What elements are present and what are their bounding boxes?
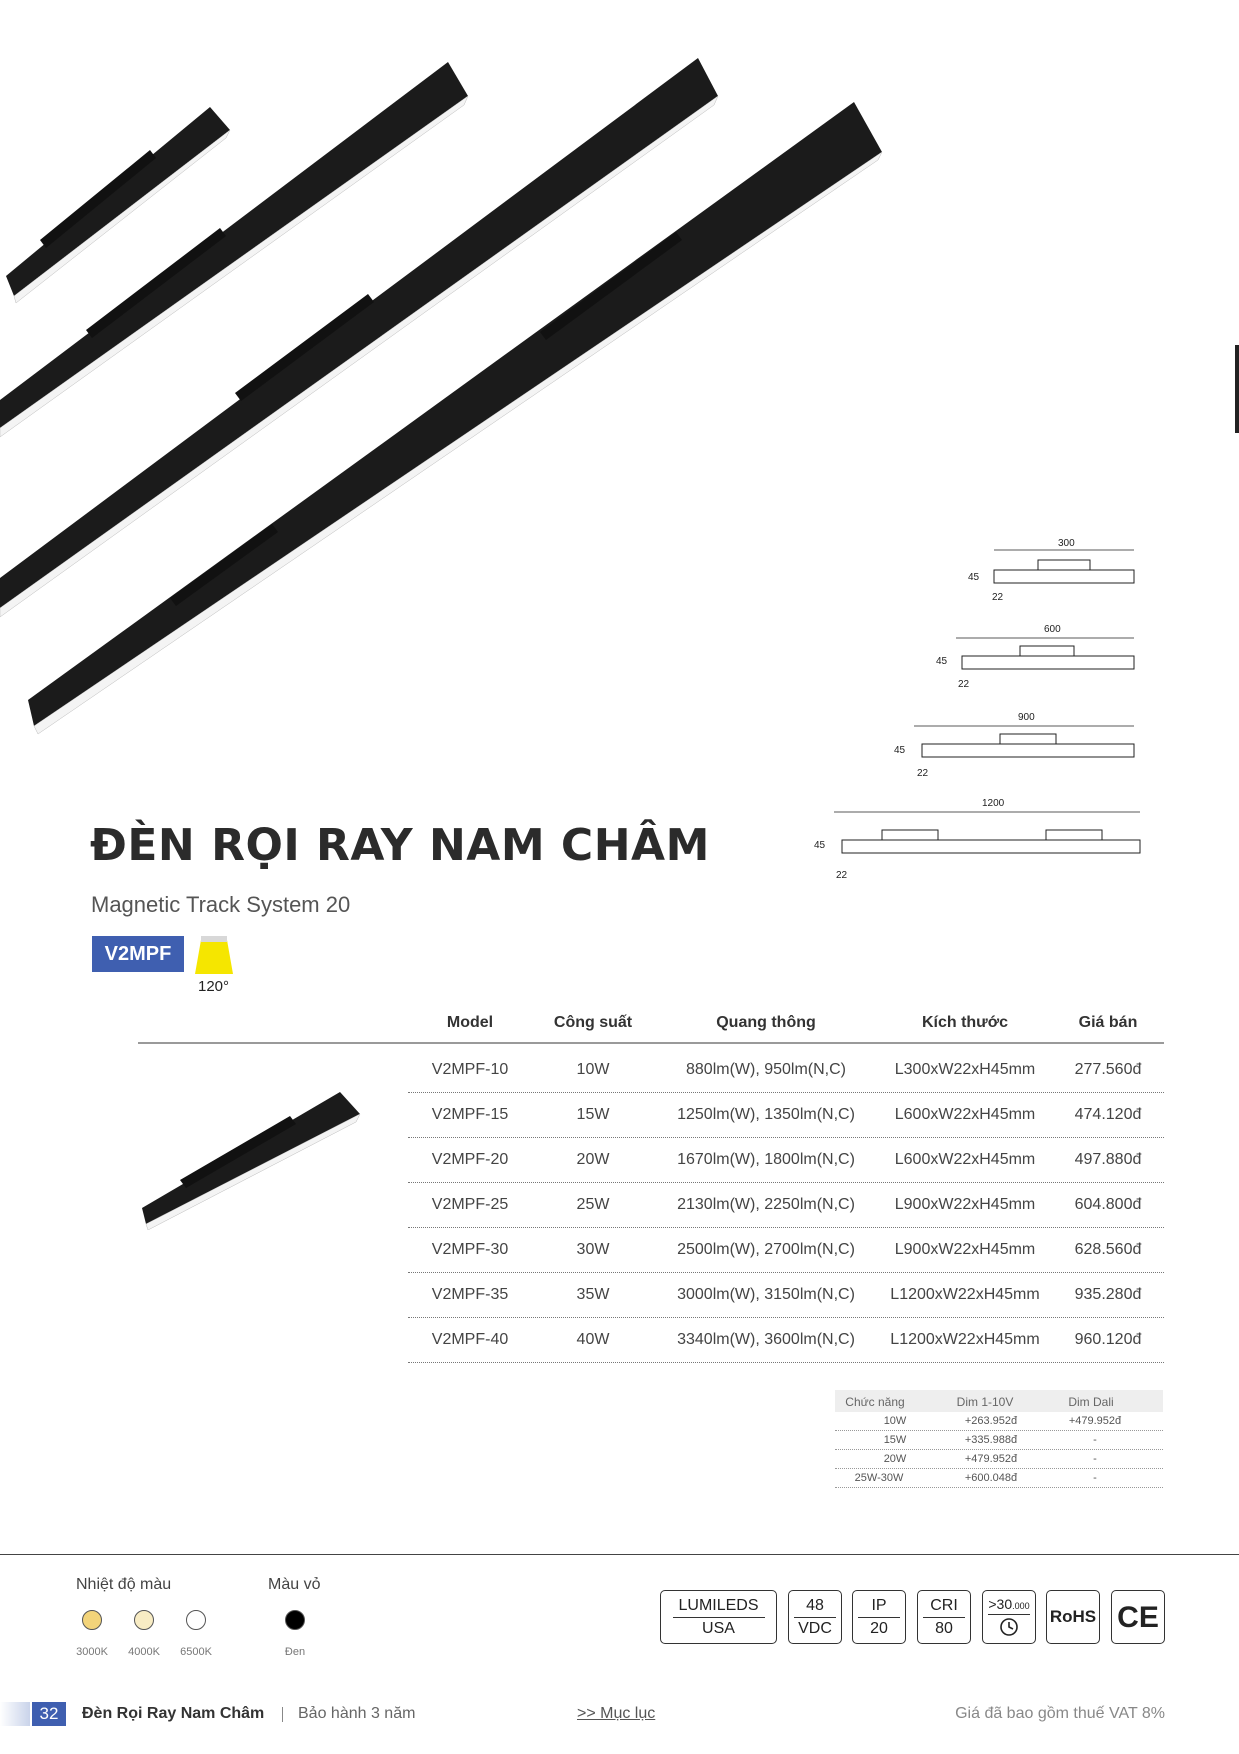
table-row: [408, 1138, 1164, 1183]
dim-width-600: 22: [958, 679, 970, 690]
cell-lumen: 3000lm(W), 3150lm(N,C): [677, 1286, 855, 1303]
cell-power: 15W: [576, 1106, 610, 1123]
color-temperature-label: Nhiệt độ màu: [76, 1576, 172, 1593]
cell-price: 474.120đ: [1074, 1106, 1142, 1123]
cell-lumen: 1670lm(W), 1800lm(N,C): [677, 1151, 855, 1168]
col-header-lumen: Quang thông: [716, 1014, 816, 1031]
dim-width-900: 22: [917, 768, 929, 779]
dim-cell-power: 10W: [883, 1415, 907, 1427]
color-swatch-4000k: [134, 1610, 154, 1630]
dimension-drawings: [800, 530, 1150, 890]
swatch-label-6500k: 6500K: [180, 1646, 212, 1658]
page-number-tab: [0, 1702, 30, 1726]
table-row: [408, 1048, 1164, 1093]
cell-power: 35W: [576, 1286, 610, 1303]
cell-price: 604.800đ: [1074, 1196, 1142, 1213]
model-badge: V2MPF: [92, 936, 184, 972]
cell-lumen: 1250lm(W), 1350lm(N,C): [677, 1106, 855, 1123]
table-row: [408, 1183, 1164, 1228]
dimension-drawing-300: [968, 538, 1134, 603]
col-header-price: Giá bán: [1078, 1014, 1138, 1031]
cell-power: 25W: [576, 1196, 610, 1213]
dim-cell-1-10v: +600.048đ: [964, 1472, 1018, 1484]
cell-price: 935.280đ: [1074, 1286, 1142, 1303]
lumileds-origin: USA: [702, 1619, 735, 1637]
cell-lumen: 2500lm(W), 2700lm(N,C): [677, 1241, 855, 1258]
table-row: [408, 1228, 1164, 1273]
dim-col-dali: Dim Dali: [1068, 1395, 1114, 1409]
swatch-label-4000k: 4000K: [128, 1646, 160, 1658]
housing-color-label: Màu vỏ: [268, 1576, 321, 1593]
cell-power: 30W: [576, 1241, 610, 1258]
table-row: [835, 1412, 1163, 1431]
table-of-contents-link[interactable]: >> Mục lục: [577, 1705, 656, 1722]
ip-value: 20: [870, 1619, 888, 1637]
page-footer: [0, 1702, 1239, 1730]
side-tab-marker: [1235, 345, 1239, 433]
dimension-drawing-900: [894, 712, 1134, 779]
table-row: [835, 1469, 1163, 1488]
cri-label: CRI: [930, 1596, 958, 1614]
lumileds-text: LUMILEDS: [678, 1596, 759, 1614]
dim-cell-power: 15W: [883, 1434, 907, 1446]
cell-model: V2MPF-40: [431, 1331, 509, 1348]
cell-price: 277.560đ: [1074, 1061, 1142, 1078]
cell-lumen: 880lm(W), 950lm(N,C): [685, 1061, 847, 1078]
dim-height-900: 45: [894, 745, 906, 756]
dimension-drawing-1200: [814, 798, 1140, 881]
dim-cell-power: 20W: [883, 1453, 907, 1465]
table-row: [408, 1273, 1164, 1318]
cell-size: L900xW22xH45mm: [894, 1241, 1036, 1258]
dimming-table-header: [835, 1390, 1163, 1412]
housing-swatch-label: Đen: [284, 1646, 306, 1658]
dim-width-1200: 22: [836, 870, 848, 881]
col-header-model: Model: [446, 1014, 494, 1031]
cell-size: L600xW22xH45mm: [894, 1106, 1036, 1123]
dim-col-1-10v: Dim 1-10V: [956, 1395, 1014, 1409]
dimension-drawing-600: [936, 624, 1134, 690]
dim-length-900: 900: [1018, 712, 1035, 723]
track-light-bar-1200: [28, 102, 882, 734]
table-row: [408, 1318, 1164, 1363]
lifetime-hours: >30: [988, 1595, 1013, 1612]
lifetime-badge: [982, 1590, 1036, 1644]
cell-model: V2MPF-20: [431, 1151, 509, 1168]
dim-cell-dali: -: [1093, 1472, 1097, 1484]
cell-power: 20W: [576, 1151, 610, 1168]
cell-model: V2MPF-25: [431, 1196, 509, 1213]
cell-model: V2MPF-30: [431, 1241, 509, 1258]
dim-cell-1-10v: +263.952đ: [964, 1415, 1018, 1427]
dim-cell-dali: -: [1093, 1453, 1097, 1465]
hero-product-image: [0, 0, 920, 760]
footer-title: Đèn Rọi Ray Nam Châm: [82, 1705, 265, 1722]
dim-cell-dali: -: [1093, 1434, 1097, 1446]
dimming-options-table: [835, 1390, 1163, 1488]
rohs-badge: RoHS: [1046, 1590, 1100, 1644]
cell-size: L600xW22xH45mm: [894, 1151, 1036, 1168]
cri-value: 80: [935, 1619, 953, 1637]
dim-height-600: 45: [936, 656, 948, 667]
cell-price: 960.120đ: [1074, 1331, 1142, 1348]
footer-divider: [282, 1707, 283, 1722]
dim-cell-power: 25W-30W: [854, 1472, 904, 1484]
ip-rating-badge: [852, 1590, 906, 1644]
clock-icon: [998, 1617, 1020, 1637]
section-divider: [0, 1554, 1239, 1555]
cell-model: V2MPF-35: [431, 1286, 509, 1303]
voltage-badge: [788, 1590, 842, 1644]
beam-angle-icon: [195, 936, 233, 974]
ce-mark-badge: CE: [1111, 1590, 1165, 1644]
dim-width-300: 22: [992, 592, 1004, 603]
cell-lumen: 2130lm(W), 2250lm(N,C): [677, 1196, 855, 1213]
cell-model: V2MPF-10: [431, 1061, 509, 1078]
voltage-value: 48: [806, 1596, 824, 1614]
voltage-unit: VDC: [798, 1619, 832, 1637]
dim-col-function: Chức năng: [845, 1395, 905, 1409]
cell-power: 40W: [576, 1331, 610, 1348]
color-swatch-3000k: [82, 1610, 102, 1630]
dim-cell-1-10v: +335.988đ: [964, 1434, 1018, 1446]
product-thumbnail: [140, 1080, 370, 1230]
spec-table-header: [138, 1004, 1164, 1044]
cell-size: L1200xW22xH45mm: [890, 1286, 1040, 1303]
table-row: [835, 1450, 1163, 1469]
dim-cell-1-10v: +479.952đ: [964, 1453, 1018, 1465]
cell-power: 10W: [576, 1061, 610, 1078]
page-subtitle: Magnetic Track System 20: [91, 892, 351, 917]
swatch-label-3000k: 3000K: [76, 1646, 108, 1658]
dim-height-1200: 45: [814, 840, 826, 851]
col-header-power: Công suất: [553, 1014, 633, 1031]
cell-lumen: 3340lm(W), 3600lm(N,C): [677, 1331, 855, 1348]
cell-size: L1200xW22xH45mm: [890, 1331, 1040, 1348]
dim-length-600: 600: [1044, 624, 1061, 635]
cell-size: L300xW22xH45mm: [894, 1061, 1036, 1078]
cell-price: 628.560đ: [1074, 1241, 1142, 1258]
dim-height-300: 45: [968, 572, 980, 583]
cell-price: 497.880đ: [1074, 1151, 1142, 1168]
col-header-size: Kích thước: [921, 1014, 1009, 1031]
dim-length-1200: 1200: [982, 798, 1005, 809]
cell-model: V2MPF-15: [431, 1106, 509, 1123]
ip-label: IP: [871, 1596, 887, 1614]
dim-length-300: 300: [1058, 538, 1075, 549]
color-swatch-6500k: [186, 1610, 206, 1630]
cri-badge: [917, 1590, 971, 1644]
table-row: [408, 1093, 1164, 1138]
footer-vat-note: Giá đã bao gồm thuế VAT 8%: [955, 1705, 1165, 1722]
housing-swatch-black: [285, 1610, 305, 1630]
lifetime-suffix: .000: [1012, 1600, 1030, 1611]
footer-warranty: Bảo hành 3 năm: [298, 1705, 416, 1722]
beam-angle-label: 120°: [198, 978, 230, 995]
cell-size: L900xW22xH45mm: [894, 1196, 1036, 1213]
lumileds-badge: [660, 1590, 777, 1644]
dim-cell-dali: +479.952đ: [1068, 1415, 1122, 1427]
lifetime-text: [988, 1597, 1029, 1612]
page-title: ĐÈN RỌI RAY NAM CHÂM: [90, 820, 710, 871]
spec-table-body: [408, 1048, 1164, 1363]
page-number: 32: [32, 1702, 66, 1726]
table-row: [835, 1431, 1163, 1450]
